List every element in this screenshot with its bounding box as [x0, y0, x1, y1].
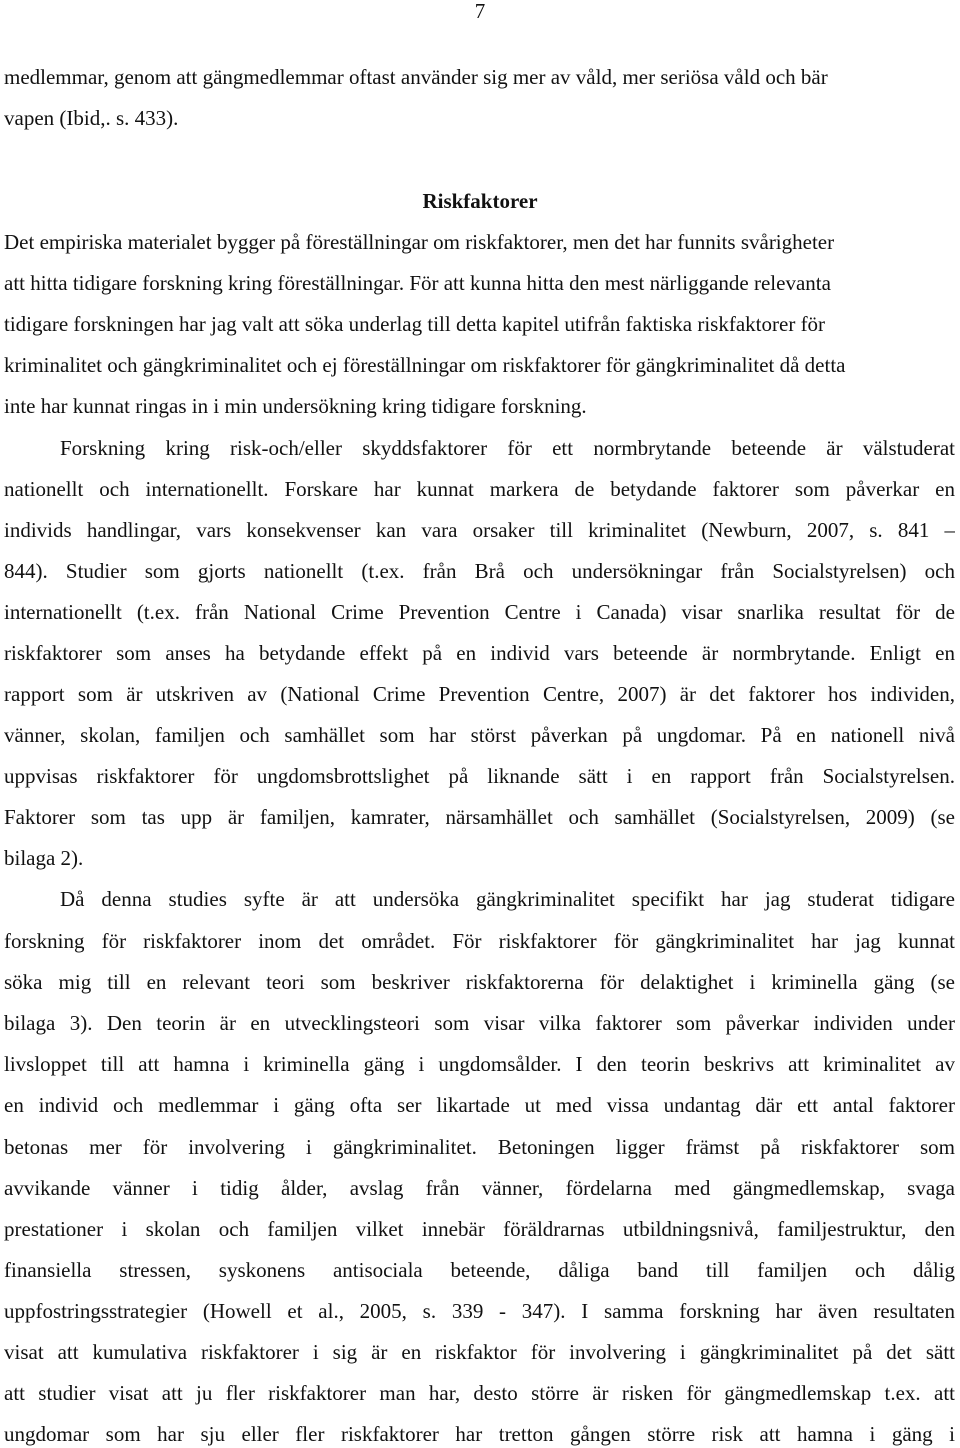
body-line: forskning för riskfaktorer inom det området. För riskfaktorer för gängkriminalitet har jag kunnat — [4, 929, 955, 953]
body-line: riskfaktorer som anses ha betydande effekt på en individ vars beteende är normbrytande. Enligt en — [4, 641, 955, 665]
body-line: uppfostringsstrategier (Howell et al., 2005, s. 339 - 347). I samma forskning har även resultaten — [4, 1299, 955, 1323]
body-line: bilaga 2). — [4, 846, 84, 870]
body-line: att studier visat att ju fler riskfaktorer man har, desto större är risken för gängmedlemskap t.ex. att — [4, 1381, 955, 1405]
body-line: livsloppet till att hamna i kriminella gäng i ungdomsålder. I den teorin beskrivs att kriminalitet av — [4, 1052, 955, 1076]
body-line: kriminalitet och gängkriminalitet och ej föreställningar om riskfaktorer för gängkriminalitet då detta — [4, 353, 846, 377]
body-line: tidigare forskningen har jag valt att söka underlag till detta kapitel utifrån faktiska riskfaktorer för — [4, 312, 826, 336]
body-line: Faktorer som tas upp är familjen, kamrater, närsamhället och samhället (Socialstyrelsen, 2009) (se — [4, 805, 955, 829]
body-line: Forskning kring risk-och/eller skyddsfaktorer för ett normbrytande beteende är välstuderat — [60, 436, 955, 460]
body-line: en individ och medlemmar i gäng ofta ser likartade ut med vissa undantag där ett antal faktorer — [4, 1093, 955, 1117]
body-line: Då denna studies syfte är att undersöka gängkriminalitet specifikt har jag studerat tidigare — [60, 887, 955, 911]
body-line: betonas mer för involvering i gängkriminalitet. Betoningen ligger främst på riskfaktorer som — [4, 1135, 955, 1159]
body-line: avvikande vänner i tidig ålder, avslag från vänner, fördelarna med gängmedlemskap, svaga — [4, 1176, 955, 1200]
body-line: 844). Studier som gjorts nationellt (t.ex. från Brå och undersökningar från Socialstyrelsen) och — [4, 559, 955, 583]
page-number: 7 — [474, 0, 486, 23]
body-line: rapport som är utskriven av (National Crime Prevention Centre, 2007) är det faktorer hos individen, — [4, 682, 955, 706]
body-line: vapen (Ibid,. s. 433). — [4, 106, 179, 130]
body-line: vänner, skolan, familjen och samhället som har störst påverkan på ungdomar. På en nationell nivå — [4, 723, 955, 747]
body-line: att hitta tidigare forskning kring föreställningar. För att kunna hitta den mest närliggande relevanta — [4, 271, 831, 295]
body-line: inte har kunnat ringas in i min undersökning kring tidigare forskning. — [4, 394, 587, 418]
body-line: individs handlingar, vars konsekvenser kan vara orsaker till kriminalitet (Newburn, 2007, s. 841 – — [4, 518, 955, 542]
body-line: visat att kumulativa riskfaktorer i sig är en riskfaktor för involvering i gängkriminalitet på det sätt — [4, 1340, 955, 1364]
body-line: söka mig till en relevant teori som beskriver riskfaktorerna för delaktighet i kriminella gäng (se — [4, 970, 955, 994]
body-line: medlemmar, genom att gängmedlemmar oftast använder sig mer av våld, mer seriösa våld och bär — [4, 65, 828, 89]
section-heading: Riskfaktorer — [422, 189, 538, 213]
body-line: Det empiriska materialet bygger på föreställningar om riskfaktorer, men det har funnits svårigheter — [4, 230, 835, 254]
body-line: ungdomar som har sju eller fler riskfaktorer har tretton gången större risk att hamna i gäng i — [4, 1422, 955, 1446]
body-line: nationellt och internationellt. Forskare har kunnat markera de betydande faktorer som påverkar en — [4, 477, 955, 501]
body-line: prestationer i skolan och familjen vilket innebär föräldrarnas utbildningsnivå, familjestruktur, den — [4, 1217, 955, 1241]
body-line: finansiella stressen, syskonens antisociala beteende, dåliga band till familjen och dålig — [4, 1258, 955, 1282]
body-line: bilaga 3). Den teorin är en utvecklingsteori som visar vilka faktorer som påverkar individen under — [4, 1011, 955, 1035]
body-line: uppvisas riskfaktorer för ungdomsbrottslighet på liknande sätt i en rapport från Socialstyrelsen. — [4, 764, 955, 788]
body-line: internationellt (t.ex. från National Crime Prevention Centre i Canada) visar snarlika resultat för de — [4, 600, 955, 624]
